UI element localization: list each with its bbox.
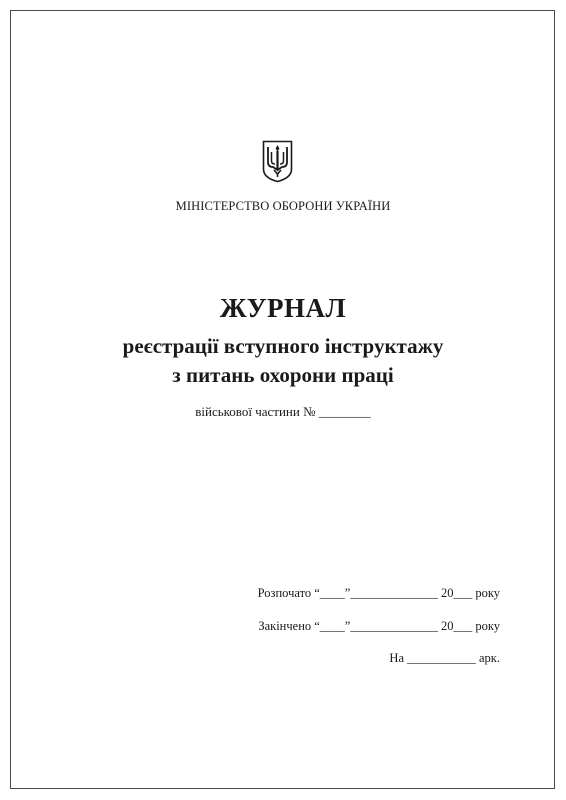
document-title: ЖУРНАЛ	[219, 293, 347, 323]
started-date-field: Розпочато “____”______________ 20___ року	[257, 586, 500, 600]
sheet-count-field: На ___________ арк.	[389, 651, 500, 665]
finished-date-field: Закінчено “____”______________ 20___ року	[258, 619, 500, 633]
document-subtitle-line1: реєстрації вступного інструктажу	[122, 334, 444, 358]
document-subtitle-line2: з питань охорони праці	[172, 363, 394, 387]
military-unit-field: військової частини № ________	[195, 404, 371, 419]
ministry-name: МІНІСТЕРСТВО ОБОРОНИ УКРАЇНИ	[175, 199, 391, 213]
journal-cover-page	[10, 10, 555, 789]
trident-coat-of-arms-icon	[262, 140, 293, 183]
